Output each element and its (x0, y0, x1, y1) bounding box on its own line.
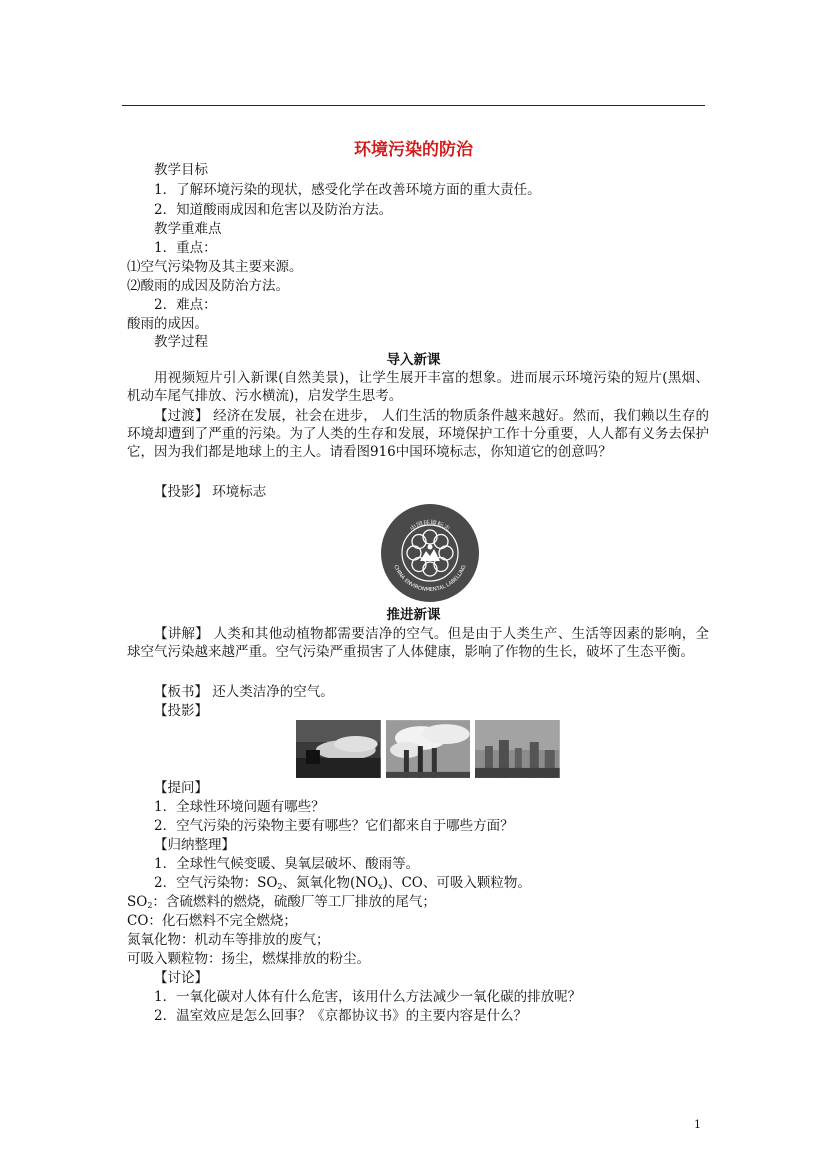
heading-process: 教学过程 (154, 334, 208, 350)
exhaust-photo (296, 720, 381, 778)
summary-particulates: 可吸入颗粒物：扬尘，燃煤排放的粉尘。 (127, 951, 370, 967)
key-point-label: 1．重点： (154, 240, 217, 256)
question-1: 1．全球性环境问题有哪些？ (154, 799, 325, 815)
explain-paragraph: 【讲解】 人类和其他动植物都需要洁净的空气。但是由于人类生产、生活等因素的影响，全球空气污染越来越严重。空气污染严重损害了人体健康，影响了作物的生长，破坏了生态平衡。 (127, 626, 709, 660)
china-environmental-label-logo (380, 503, 480, 603)
heading-objectives: 教学目标 (154, 162, 208, 178)
summary-nox: 氮氧化物：机动车等排放的废气； (127, 932, 330, 948)
section-intro-heading: 导入新课 (386, 352, 441, 368)
summary-co: CO：化石燃料不完全燃烧； (127, 913, 297, 929)
transition-paragraph: 【过渡】 经济在发展，社会在进步， 人们生活的物质条件越来越好。然而，我们赖以生存的环境却遭到了严重的污染。为了人类的生存和发展，环境保护工作十分重要，人人都有义务去保护它，因为我们都是地球上的主人。请看图916中国环境标志，你知道它的创意吗？ (127, 408, 709, 460)
projection-logo-label: 【投影】 环境标志 (154, 484, 267, 500)
question-heading: 【提问】 (154, 780, 208, 796)
summary-heading: 【归纳整理】 (154, 837, 235, 853)
page-number: 1 (694, 1118, 701, 1131)
key-point-1: ⑴空气污染物及其主要来源。 (127, 259, 303, 275)
discussion-heading: 【讨论】 (154, 970, 208, 986)
page-title: 环境污染的防治 (354, 140, 473, 160)
header-rule (122, 105, 705, 106)
board-note: 【板书】 还人类洁净的空气。 (154, 684, 334, 700)
logo-bottom-text: CHINA ENVIRONMENTAL LABELLING (392, 564, 468, 594)
objective-1: 1．了解环境污染的现状，感受化学在改善环境方面的重大责任。 (154, 182, 541, 198)
pollution-photos (296, 720, 560, 778)
question-2: 2．空气污染的污染物主要有哪些？它们都来自于哪些方面？ (154, 818, 514, 834)
logo-top-text: 中国环境标志 (408, 518, 452, 534)
key-point-2: ⑵酸雨的成因及防治方法。 (127, 278, 289, 294)
discussion-1: 1．一氧化碳对人体有什么危害，该用什么方法减少一氧化碳的排放呢？ (154, 989, 582, 1005)
summary-2: 2．空气污染物：$SO_2$、氮氧化物$(NO_x)$、CO、可吸入颗粒物。 (154, 875, 531, 891)
intro-paragraph: 用视频短片引入新课(自然美景)，让学生展开丰富的想象。进而展示环境污染的短片(黑烟、机动车尾气排放、污水横流)，启发学生思考。 (127, 370, 709, 404)
smog-city-photo (475, 720, 560, 778)
discussion-2: 2．温室效应是怎么回事？《京都协议书》的主要内容是什么？ (154, 1008, 528, 1024)
summary-so2: $SO_2$：含硫燃料的燃烧，硫酸厂等工厂排放的尾气； (127, 894, 436, 910)
summary-1: 1．全球性气候变暖、臭氧层破坏、酸雨等。 (154, 856, 420, 872)
section-new-lesson-heading: 推进新课 (386, 607, 441, 623)
difficulty-label: 2．难点： (154, 297, 217, 313)
projection-photos-label: 【投影】 (154, 703, 208, 719)
smokestack-photo (386, 720, 471, 778)
difficulty-1: 酸雨的成因。 (127, 316, 208, 332)
objective-2: 2．知道酸雨成因和危害以及防治方法。 (154, 202, 393, 218)
heading-key-points: 教学重难点 (154, 221, 222, 237)
